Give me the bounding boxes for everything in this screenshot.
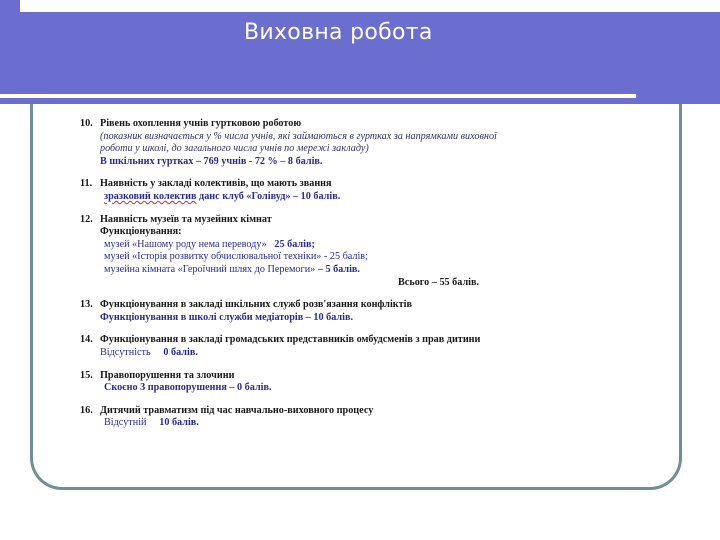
item-10 — [80, 118, 680, 168]
item-heading: 11. Наявність у закладі колективів, що мають звання — [80, 178, 332, 190]
item-16 — [80, 405, 680, 430]
item-heading: 16. Дитячий травматизм під час навчально-виховного процесу — [80, 404, 374, 416]
item-heading: 10. Рівень охоплення учнів гуртковою роботою — [80, 118, 302, 129]
item-number: 10. — [80, 118, 93, 129]
item-15 — [80, 370, 680, 395]
item-heading: 14. Функціонування в закладі громадських представників омбудсменів з прав дитини — [80, 334, 481, 346]
item-number: 16. — [80, 404, 93, 416]
item-13 — [80, 299, 680, 324]
item-value: Скоєно 3 правопорушення – 0 балів. — [104, 382, 272, 394]
item-14 — [80, 334, 680, 359]
item-value: В шкільних гуртках – 769 учнів - 72 % – 8 балів. — [100, 155, 323, 167]
item-12 — [80, 214, 680, 290]
item-number: 11. — [80, 178, 93, 190]
item-subheading: Функціонування: — [100, 226, 182, 238]
item-number: 13. — [80, 299, 93, 311]
item-heading: 13. Функціонування в закладі шкільних служб розв'язання конфліктів — [80, 299, 412, 311]
item-number: 14. — [80, 334, 93, 346]
museum-line: музейна кімната «Героїчний шлях до Перемоги» – 5 балів. — [104, 263, 360, 275]
item-value: Відсутній 10 балів. — [104, 417, 199, 429]
item-11 — [80, 178, 680, 203]
document-scan — [80, 118, 680, 440]
museum-line: музей «Нашому роду нема переводу» 25 балів; — [104, 238, 315, 250]
item-heading: 12. Наявність музеїв та музейних кімнат — [80, 213, 272, 225]
item-value: Функціонування в школі служби медіаторів – 10 балів. — [100, 311, 354, 323]
item-note: (показник визначається у % числа учнів, які займаються в гуртках за напрямками виховної — [100, 130, 497, 142]
slide-title: Виховна робота — [244, 20, 433, 45]
item-note: роботи у школі, до загального числа учнів по мережі закладу) — [100, 143, 369, 155]
header-tab — [0, 0, 20, 90]
item-heading: 15. Правопорушення та злочини — [80, 369, 235, 381]
museum-total: Всього – 55 балів. — [398, 276, 480, 288]
museum-line: музей «Історія розвитку обчислювальної техніки» - 25 балів; — [104, 251, 368, 263]
item-value: зразковий колектив данс клуб «Голівуд» – 10 балів. — [104, 190, 341, 202]
item-number: 12. — [80, 213, 93, 225]
item-number: 15. — [80, 369, 93, 381]
header-divider — [0, 94, 636, 98]
item-value: Відсутність 0 балів. — [100, 346, 198, 358]
